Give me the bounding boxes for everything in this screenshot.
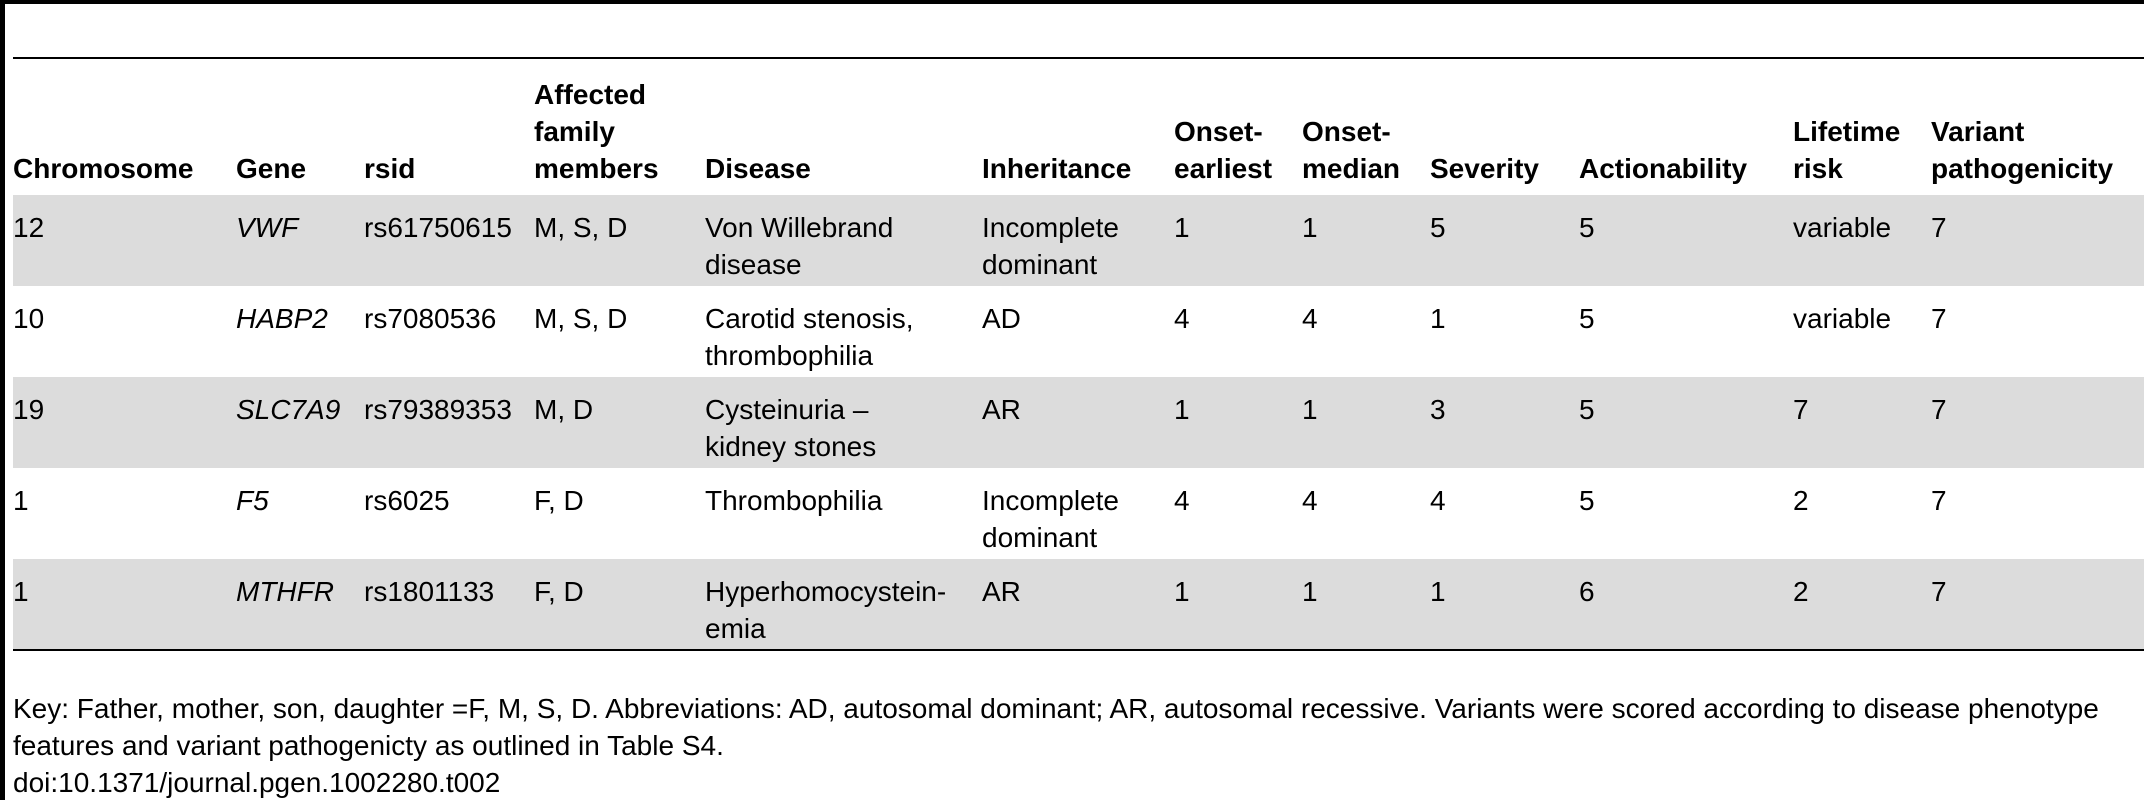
column-header-line: Actionability — [1579, 153, 1748, 184]
column-header-lifetime-risk — [1793, 58, 1931, 195]
cell-line: AR — [982, 576, 1021, 607]
cell-actionability: 5 — [1579, 394, 1595, 425]
table-row — [13, 559, 2144, 650]
table-container — [13, 57, 2144, 651]
cell-severity: 4 — [1430, 485, 1446, 516]
caption-line-2: features and variant pathogenicty as outlined in Table S4. — [13, 730, 724, 761]
column-header-line: Lifetime — [1793, 116, 1901, 147]
column-header-severity — [1430, 58, 1579, 195]
cell-members: M, S, D — [534, 303, 628, 334]
cell-line: Carotid stenosis, — [705, 303, 914, 334]
cell-pathogenicity: 7 — [1931, 485, 1947, 516]
cell-onset-median: 4 — [1302, 303, 1318, 334]
cell-onset-earliest: 4 — [1174, 303, 1190, 334]
cell-severity: 3 — [1430, 394, 1446, 425]
cell-disease — [705, 286, 982, 377]
cell-actionability: 6 — [1579, 576, 1595, 607]
column-header-line: median — [1302, 153, 1401, 184]
cell-onset-earliest: 1 — [1174, 576, 1190, 607]
cell-disease — [705, 377, 982, 468]
column-header-line: Affected — [534, 79, 647, 110]
column-header-line: Inheritance — [982, 153, 1132, 184]
cell-line: Incomplete — [982, 485, 1119, 516]
column-header-onset-median — [1302, 58, 1430, 195]
cell-disease — [705, 559, 982, 650]
table-row — [13, 468, 2144, 559]
cell-lifetime-risk: 2 — [1793, 576, 1809, 607]
cell-line: Von Willebrand — [705, 212, 894, 243]
cell-chromosome: 1 — [13, 576, 29, 607]
column-header-affected-family-members — [534, 58, 705, 195]
column-header-line: Disease — [705, 153, 811, 184]
table-row — [13, 286, 2144, 377]
cell-disease — [705, 195, 982, 286]
cell-rsid: rs79389353 — [364, 394, 512, 425]
cell-chromosome: 10 — [13, 303, 45, 334]
cell-pathogenicity: 7 — [1931, 394, 1947, 425]
cell-inheritance — [982, 559, 1174, 650]
table-caption — [13, 690, 2144, 801]
cell-onset-median: 1 — [1302, 576, 1318, 607]
column-header-inheritance — [982, 58, 1174, 195]
cell-members: M, D — [534, 394, 594, 425]
top-rule — [0, 0, 2144, 4]
cell-disease — [705, 468, 982, 559]
cell-line: AD — [982, 303, 1021, 334]
column-header-line: earliest — [1174, 153, 1273, 184]
cell-line: thrombophilia — [705, 340, 874, 371]
cell-lifetime-risk: variable — [1793, 303, 1892, 334]
cell-chromosome: 12 — [13, 212, 45, 243]
table-row — [13, 195, 2144, 286]
cell-pathogenicity: 7 — [1931, 303, 1947, 334]
column-header-actionability — [1579, 58, 1793, 195]
column-header-onset-earliest — [1174, 58, 1302, 195]
cell-line: AR — [982, 394, 1021, 425]
column-header-line: Onset- — [1174, 116, 1263, 147]
column-header-line: risk — [1793, 153, 1843, 184]
caption-line-1: Key: Father, mother, son, daughter =F, M, S, D. Abbreviations: AD, autosomal dominant; AR, autosomal recessive. Variants were scored according to disease phenotype — [13, 693, 2099, 724]
cell-line: Cysteinuria – — [705, 394, 869, 425]
cell-pathogenicity: 7 — [1931, 576, 1947, 607]
cell-pathogenicity: 7 — [1931, 212, 1947, 243]
variant-table — [13, 57, 2144, 651]
cell-lifetime-risk: variable — [1793, 212, 1892, 243]
cell-severity: 5 — [1430, 212, 1446, 243]
cell-gene: VWF — [236, 212, 299, 243]
cell-severity: 1 — [1430, 303, 1446, 334]
cell-rsid: rs6025 — [364, 485, 450, 516]
cell-onset-earliest: 1 — [1174, 212, 1190, 243]
cell-onset-median: 1 — [1302, 212, 1318, 243]
cell-onset-median: 1 — [1302, 394, 1318, 425]
column-header-disease — [705, 58, 982, 195]
cell-line: dominant — [982, 522, 1098, 553]
cell-members: M, S, D — [534, 212, 628, 243]
column-header-line: rsid — [364, 153, 416, 184]
column-header-chromosome — [13, 58, 236, 195]
column-header-gene — [236, 58, 364, 195]
table-row — [13, 377, 2144, 468]
cell-actionability: 5 — [1579, 485, 1595, 516]
cell-chromosome: 1 — [13, 485, 29, 516]
doi-text: doi:10.1371/journal.pgen.1002280.t002 — [13, 767, 501, 798]
cell-inheritance — [982, 377, 1174, 468]
column-header-line: Gene — [236, 153, 307, 184]
cell-rsid: rs1801133 — [364, 576, 495, 607]
cell-members: F, D — [534, 576, 584, 607]
cell-lifetime-risk: 7 — [1793, 394, 1809, 425]
cell-line: emia — [705, 613, 766, 644]
column-header-line: Variant — [1931, 116, 2025, 147]
cell-gene: HABP2 — [236, 303, 328, 334]
cell-onset-earliest: 4 — [1174, 485, 1190, 516]
cell-line: dominant — [982, 249, 1098, 280]
column-header-line: Onset- — [1302, 116, 1391, 147]
column-header-line: members — [534, 153, 659, 184]
cell-gene: F5 — [236, 485, 269, 516]
left-border — [0, 0, 5, 800]
cell-onset-earliest: 1 — [1174, 394, 1190, 425]
cell-chromosome: 19 — [13, 394, 45, 425]
cell-lifetime-risk: 2 — [1793, 485, 1809, 516]
cell-members: F, D — [534, 485, 584, 516]
cell-rsid: rs7080536 — [364, 303, 497, 334]
cell-actionability: 5 — [1579, 303, 1595, 334]
table-header-row — [13, 58, 2144, 195]
cell-line: Hyperhomocystein- — [705, 576, 947, 607]
cell-gene: MTHFR — [236, 576, 334, 607]
column-header-rsid — [364, 58, 534, 195]
cell-inheritance — [982, 195, 1174, 286]
table-body — [13, 195, 2144, 650]
cell-line: Incomplete — [982, 212, 1119, 243]
cell-actionability: 5 — [1579, 212, 1595, 243]
cell-line: Thrombophilia — [705, 485, 883, 516]
column-header-line: Severity — [1430, 153, 1539, 184]
cell-line: disease — [705, 249, 802, 280]
cell-rsid: rs61750615 — [364, 212, 512, 243]
cell-line: kidney stones — [705, 431, 877, 462]
cell-onset-median: 4 — [1302, 485, 1318, 516]
cell-inheritance — [982, 468, 1174, 559]
cell-gene: SLC7A9 — [236, 394, 341, 425]
column-header-line: Chromosome — [13, 153, 194, 184]
column-header-line: family — [534, 116, 615, 147]
column-header-variant-pathogenicity — [1931, 58, 2144, 195]
cell-inheritance — [982, 286, 1174, 377]
cell-severity: 1 — [1430, 576, 1446, 607]
column-header-line: pathogenicity — [1931, 153, 2114, 184]
